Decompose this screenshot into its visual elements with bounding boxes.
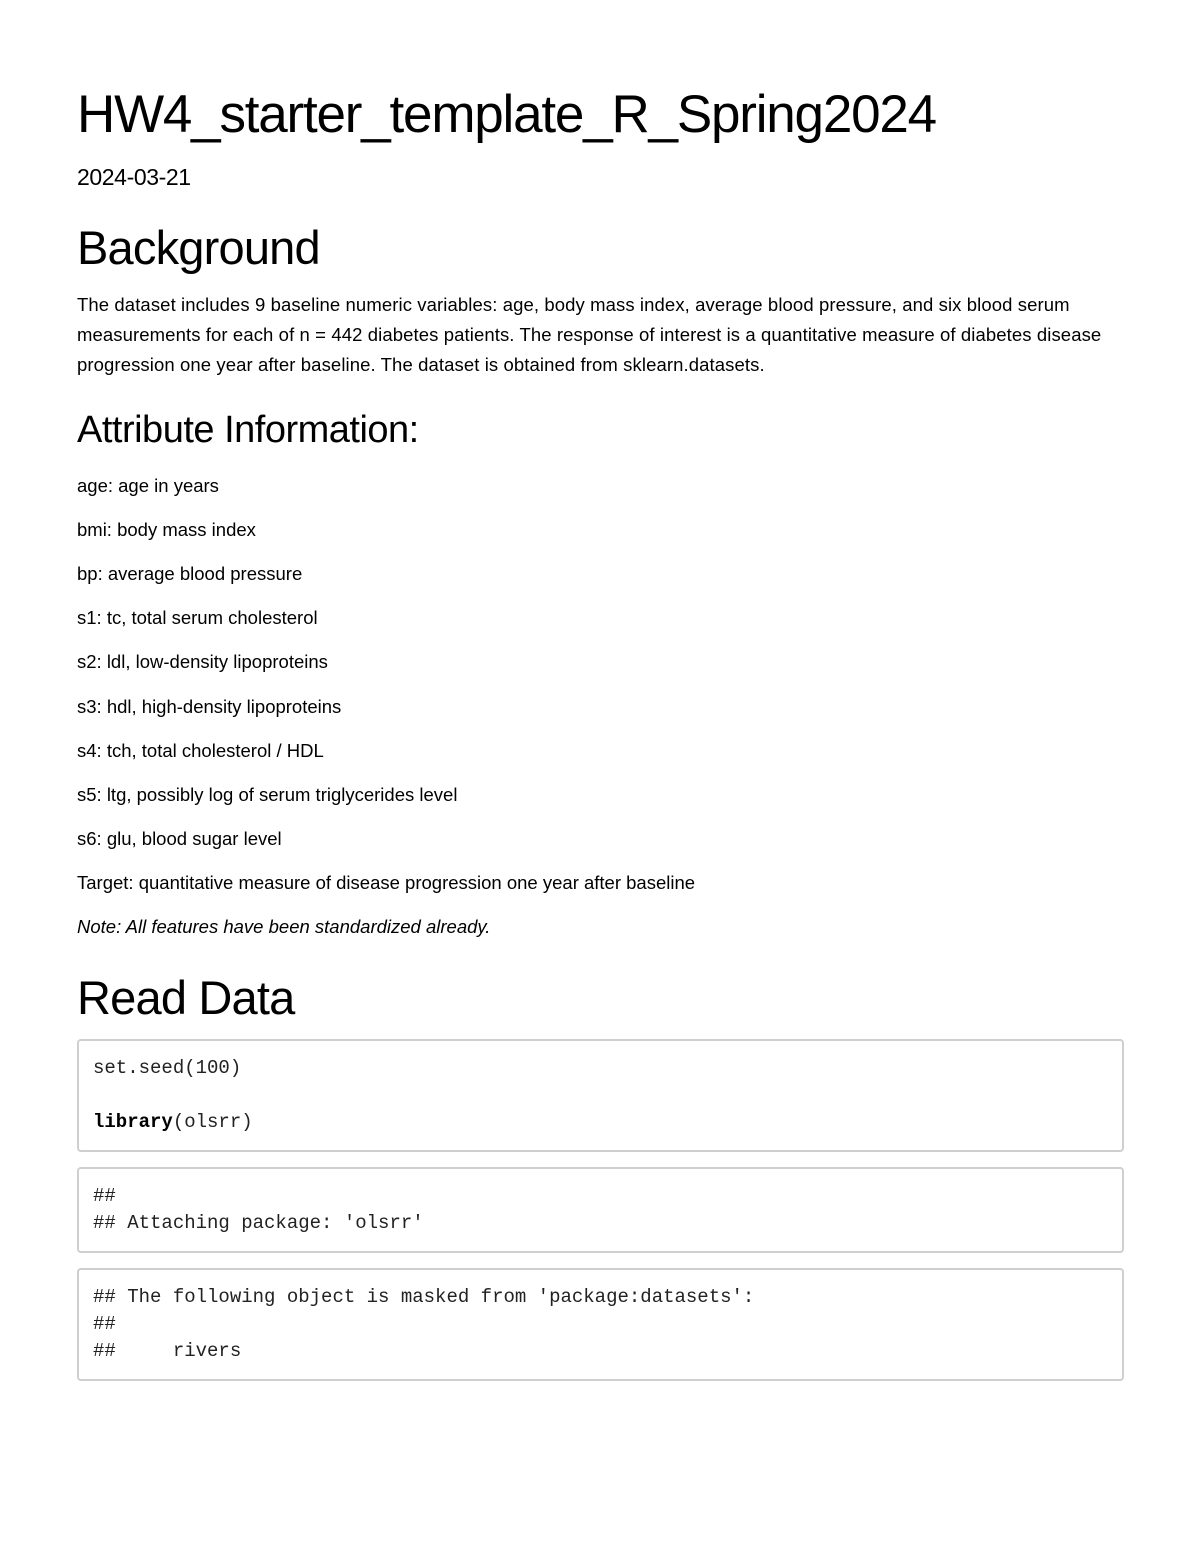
attribute-item-s1: s1: tc, total serum cholesterol (77, 607, 318, 628)
document-title: HW4_starter_template_R_Spring2024 (77, 85, 936, 144)
attribute-item-s6: s6: glu, blood sugar level (77, 828, 282, 849)
standardized-note: Note: All features have been standardized already. (77, 916, 491, 937)
read-data-heading: Read Data (77, 971, 295, 1024)
output-chunk-attaching (77, 1167, 1124, 1253)
code-chunk (77, 1039, 1124, 1152)
attribute-item-age: age: age in years (77, 475, 219, 496)
attribute-item-s4: s4: tch, total cholesterol / HDL (77, 740, 324, 761)
code-keyword-library: library (93, 1111, 173, 1133)
output-chunk-masked (77, 1268, 1124, 1381)
attribute-item-s2: s2: ldl, low-density lipoproteins (77, 651, 328, 672)
code-line-blank (93, 1082, 1108, 1109)
background-paragraph: The dataset includes 9 baseline numeric variables: age, body mass index, average blood pressure, and six blood serum measurements for each of n = 442 diabetes patients. The response of interest is a quantitative measure of diabetes disease progression one year after baseline. The dataset is obtained from sklearn.datasets. (77, 294, 1102, 375)
attribute-information-heading: Attribute Information: (77, 409, 419, 451)
output-line: ## (93, 1313, 116, 1335)
output-line: ## Attaching package: 'olsrr' (93, 1212, 424, 1234)
attribute-item-s5: s5: ltg, possibly log of serum triglycerides level (77, 784, 458, 805)
attribute-item-s3: s3: hdl, high-density lipoproteins (77, 696, 342, 717)
attribute-item-bp: bp: average blood pressure (77, 563, 303, 584)
attribute-item-bmi: bmi: body mass index (77, 519, 256, 540)
code-line-set-seed: set.seed(100) (93, 1057, 242, 1079)
output-line: ## The following object is masked from 'package:datasets': (93, 1286, 755, 1308)
document-date: 2024-03-21 (77, 164, 191, 190)
background-heading: Background (77, 221, 320, 274)
output-line: ## rivers (93, 1340, 242, 1362)
attribute-item-target: Target: quantitative measure of disease progression one year after baseline (77, 872, 696, 893)
code-line-library (93, 1109, 1108, 1136)
output-line: ## (93, 1185, 116, 1207)
code-library-args: (olsrr) (172, 1111, 253, 1133)
